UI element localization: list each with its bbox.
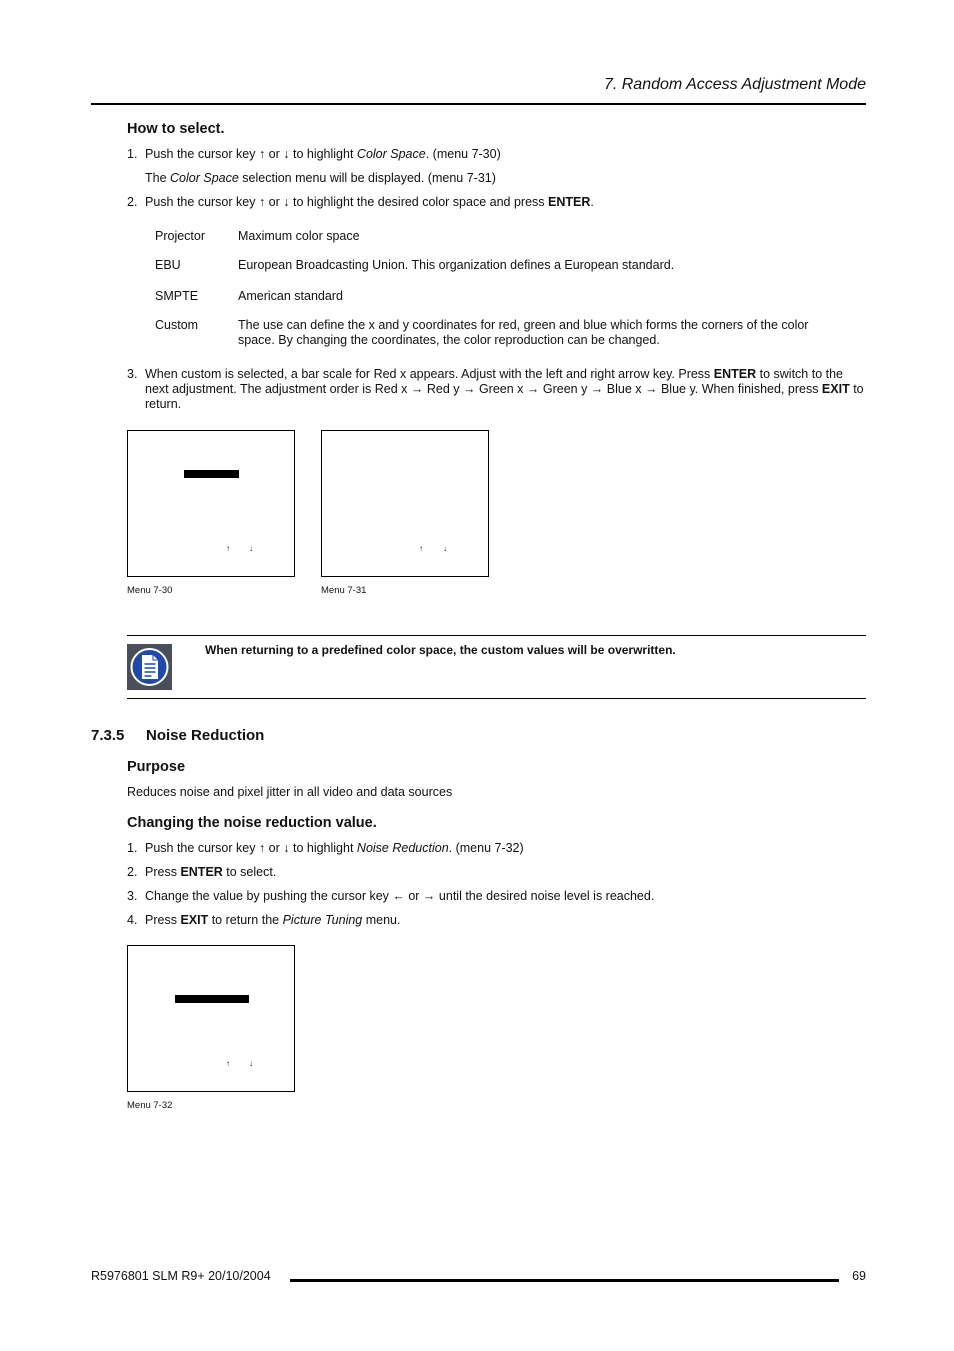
step-number: 1. bbox=[127, 147, 138, 161]
step-text: Push the cursor key ↑ or ↓ to highlight the desired color space and press ENTER. bbox=[145, 195, 594, 209]
note-icon bbox=[127, 644, 172, 690]
step-number: 3. bbox=[127, 889, 138, 903]
section-number: 7.3.5 bbox=[91, 727, 125, 744]
menu-7-32-image bbox=[127, 945, 295, 1092]
purpose-heading: Purpose bbox=[127, 759, 186, 775]
menu-7-30-caption: Menu 7-30 bbox=[127, 585, 173, 596]
option-description: The use can define the x and y coordinates for red, green and blue which forms the corners of the color space. By changing the coordinates, the color reproduction can be changed. bbox=[238, 318, 809, 347]
step-1-note: The Color Space selection menu will be displayed. (menu 7-31) bbox=[145, 171, 496, 185]
step-number: 2. bbox=[127, 865, 138, 879]
section-title: Noise Reduction bbox=[146, 727, 265, 744]
menu-7-31-caption: Menu 7-31 bbox=[321, 585, 367, 596]
note-top-rule bbox=[127, 635, 866, 636]
step-1 bbox=[127, 147, 867, 162]
step-number: 3. bbox=[127, 367, 138, 381]
down-arrow-icon: ↓ bbox=[249, 1059, 253, 1068]
footer-document-id: R5976801 SLM R9+ 20/10/2004 bbox=[91, 1269, 271, 1283]
footer-page-number: 69 bbox=[852, 1269, 866, 1283]
page-header-title: 7. Random Access Adjustment Mode bbox=[603, 76, 866, 93]
nr-step-2 bbox=[127, 865, 867, 880]
step-text: Press ENTER to select. bbox=[145, 865, 277, 879]
step-number: 1. bbox=[127, 841, 138, 855]
menu-7-30-image bbox=[127, 430, 295, 577]
nr-step-4 bbox=[127, 913, 867, 928]
step-text: Push the cursor key ↑ or ↓ to highlight Noise Reduction. (menu 7-32) bbox=[145, 841, 524, 855]
option-name: EBU bbox=[155, 258, 181, 272]
down-arrow-icon: ↓ bbox=[443, 544, 447, 553]
changing-heading: Changing the noise reduction value. bbox=[127, 815, 377, 831]
menu-7-31-image bbox=[321, 430, 489, 577]
option-description: Maximum color space bbox=[238, 229, 360, 243]
up-arrow-icon: ↑ bbox=[226, 1059, 230, 1068]
option-description: European Broadcasting Union. This organization defines a European standard. bbox=[238, 258, 675, 272]
option-name: Projector bbox=[155, 229, 206, 243]
step-text: Change the value by pushing the cursor key ← or → until the desired noise level is reached. bbox=[145, 889, 655, 903]
step-text: Press EXIT to return the Picture Tuning menu. bbox=[145, 913, 401, 927]
note-text: When returning to a predefined color space, the custom values will be overwritten. bbox=[205, 643, 676, 657]
option-name: SMPTE bbox=[155, 289, 199, 303]
footer-rule bbox=[290, 1279, 839, 1282]
nr-step-1 bbox=[127, 841, 867, 856]
step-2 bbox=[127, 195, 867, 210]
option-name: Custom bbox=[155, 318, 199, 332]
menu-highlight-bar bbox=[175, 995, 249, 1003]
down-arrow-icon: ↓ bbox=[249, 544, 253, 553]
menu-7-32-caption: Menu 7-32 bbox=[127, 1100, 173, 1111]
purpose-text: Reduces noise and pixel jitter in all video and data sources bbox=[127, 785, 453, 799]
option-description: American standard bbox=[238, 289, 343, 303]
how-to-select-heading: How to select. bbox=[127, 121, 225, 137]
step-3 bbox=[127, 367, 867, 412]
menu-highlight-bar bbox=[184, 470, 239, 478]
note-bottom-rule bbox=[127, 698, 866, 699]
step-text: Push the cursor key ↑ or ↓ to highlight Color Space. (menu 7-30) bbox=[145, 147, 501, 161]
up-arrow-icon: ↑ bbox=[226, 544, 230, 553]
up-arrow-icon: ↑ bbox=[419, 544, 423, 553]
step-number: 4. bbox=[127, 913, 138, 927]
nr-step-3 bbox=[127, 889, 867, 904]
step-number: 2. bbox=[127, 195, 138, 209]
header-rule bbox=[91, 103, 866, 105]
step-text: When custom is selected, a bar scale for Red x appears. Adjust with the left and right arrow key. Press ENTER to switch to the next adjustment. The adjustment order is Red x → Red y → Green x → Green y → Blue x → Blue y. When finished, press EXIT to return. bbox=[145, 367, 864, 411]
